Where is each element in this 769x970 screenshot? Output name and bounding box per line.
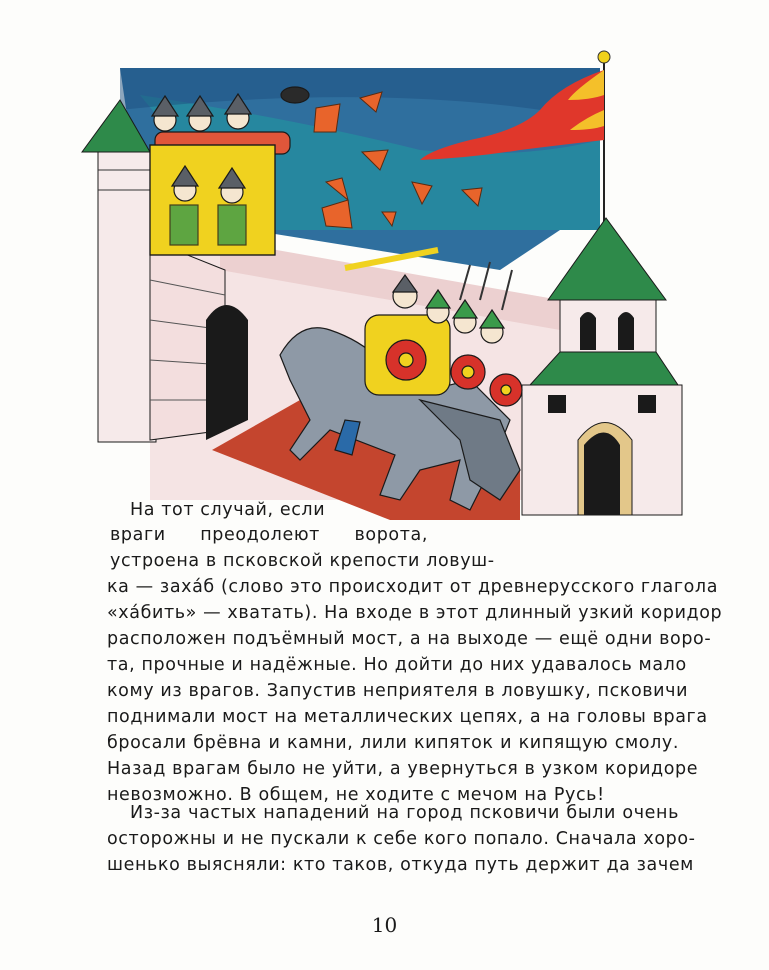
right-tower-roof (548, 218, 666, 300)
gate-arch (206, 305, 248, 440)
text-line: Назад врагам было не уйти, а увернуться в узком коридоре (107, 759, 699, 779)
text-line: На тот случай, если (130, 500, 326, 520)
text-line: шенько выясняли: кто таков, откуда путь держит да зачем (107, 855, 694, 875)
text-line: невозможно. В общем, не ходите с мечом на Русь! (107, 785, 605, 805)
text-line: Из-за частых нападений на город псковичи были очень (130, 803, 679, 823)
text-line: бросали брёвна и камни, лили кипяток и кипящую смолу. (107, 733, 679, 753)
text-line: кому из врагов. Запустив неприятеля в ловушку, псковичи (107, 681, 689, 701)
text-line: устроена в псковской крепости ловуш- (110, 551, 495, 571)
page-number: 10 (371, 913, 398, 937)
text-line: осторожны и не пускали к себе кого попало. Сначала хоро- (107, 829, 696, 849)
text-line: расположен подъёмный мост, а на выходе — ещё одни воро- (107, 629, 712, 649)
text-line: ка — захáб (слово это происходит от древнерусского глагола (107, 577, 719, 597)
text-line: та, прочные и надёжные. Но дойти до них удавалось мало (107, 655, 687, 675)
text-line: поднимали мост на металлических цепях, а на головы врага (107, 707, 708, 727)
text-line: «хáбить» — хватать). На входе в этот длинный узкий коридор (107, 603, 723, 623)
text-line: враги преодолеют ворота, (110, 525, 428, 545)
left-tower (98, 152, 156, 442)
